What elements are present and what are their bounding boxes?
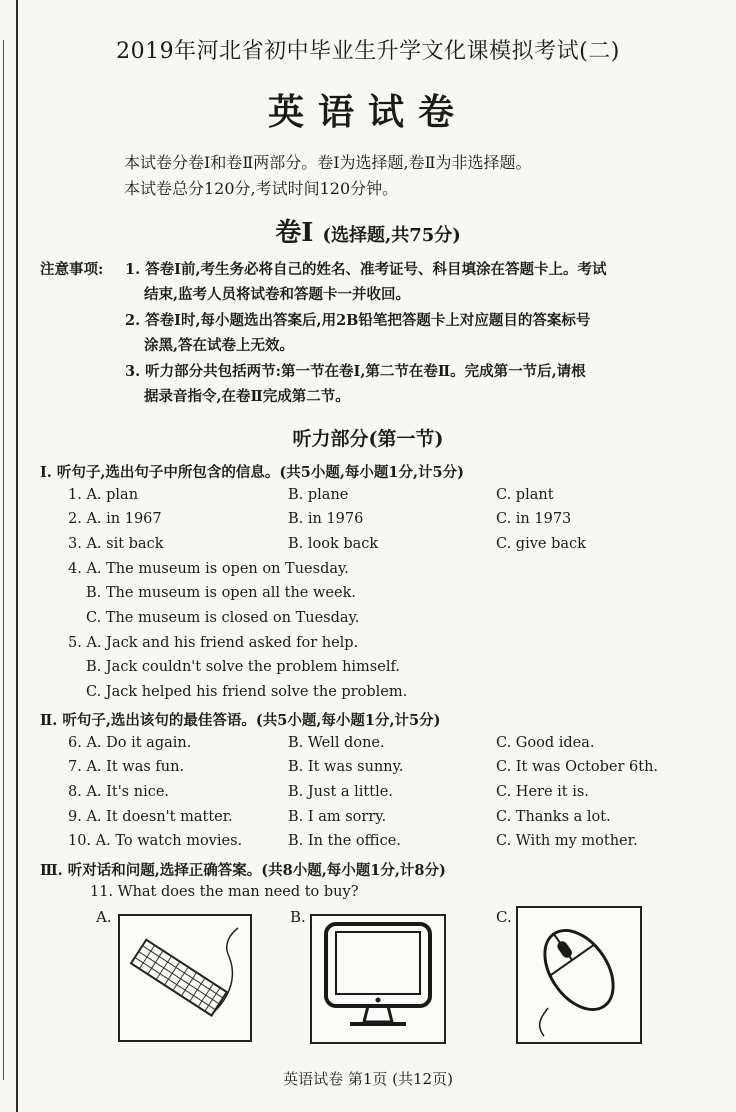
keyboard-image <box>118 914 252 1042</box>
exam-title: 2019年河北省初中毕业生升学文化课模拟考试(二) <box>116 39 620 64</box>
notice-label: 注意事项: <box>40 261 104 278</box>
subject-title: 英语试卷 <box>267 91 468 133</box>
notice-line: 2. 答卷Ⅰ时,每小题选出答案后,用2B铅笔把答题卡上对应题目的答案标号 <box>125 312 591 329</box>
notice-line: 涂黑,答在试卷上无效。 <box>144 337 295 354</box>
option-text: C. It was October 6th. <box>496 759 659 775</box>
option-text: 8. A. It's nice. <box>68 784 170 800</box>
section-heading: 听力部分(第一节) <box>292 428 444 450</box>
option-label-c: C. <box>496 908 512 926</box>
option-label-b: B. <box>290 908 306 926</box>
option-text: 6. A. Do it again. <box>68 735 192 751</box>
option-text: 9. A. It doesn't matter. <box>68 809 233 825</box>
option-text: B. plane <box>288 487 349 503</box>
option-text: B. The museum is open all the week. <box>86 585 356 601</box>
monitor-icon <box>312 916 444 1042</box>
keyboard-icon <box>120 916 250 1040</box>
option-text: B. In the office. <box>288 833 401 849</box>
mouse-icon <box>518 908 640 1042</box>
notice-line: 3. 听力部分共包括两节:第一节在卷Ⅰ,第二节在卷Ⅱ。完成第一节后,请根 <box>125 363 586 380</box>
part1-heading: Ⅰ. 听句子,选出句子中所包含的信息。(共5小题,每小题1分,计5分) <box>40 464 465 481</box>
volume-subtitle: (选择题,共75分) <box>322 225 461 246</box>
notice-line: 1. 答卷Ⅰ前,考生务必将自己的姓名、准考证号、科目填涂在答题卡上。考试 <box>125 261 607 278</box>
option-text: C. Here it is. <box>496 784 589 800</box>
option-text: C. in 1973 <box>496 511 572 527</box>
notice-line: 据录音指令,在卷Ⅱ完成第二节。 <box>144 388 350 405</box>
page-footer: 英语试卷 第1页 (共12页) <box>283 1070 453 1088</box>
option-text: 5. A. Jack and his friend asked for help. <box>68 635 359 651</box>
option-text: B. Just a little. <box>288 784 393 800</box>
option-text: 10. A. To watch movies. <box>68 833 243 849</box>
part2-heading: Ⅱ. 听句子,选出该句的最佳答语。(共5小题,每小题1分,计5分) <box>40 712 441 729</box>
option-text: 2. A. in 1967 <box>68 511 162 527</box>
binding-edge <box>3 40 4 1080</box>
notice-line: 结束,监考人员将试卷和答题卡一并收回。 <box>144 286 411 303</box>
option-text: B. It was sunny. <box>288 759 404 775</box>
option-text: C. Jack helped his friend solve the problem. <box>86 684 408 700</box>
option-text: B. I am sorry. <box>288 809 387 825</box>
option-text: 1. A. plan <box>68 487 139 503</box>
option-text: C. With my mother. <box>496 833 638 849</box>
option-text: B. look back <box>288 536 379 552</box>
mouse-image <box>516 906 642 1044</box>
option-text: C. plant <box>496 487 554 503</box>
option-text: B. Jack couldn't solve the problem himself. <box>86 659 400 675</box>
option-text: C. Good idea. <box>496 735 595 751</box>
intro-line-1: 本试卷分卷Ⅰ和卷Ⅱ两部分。卷Ⅰ为选择题,卷Ⅱ为非选择题。 <box>124 153 532 172</box>
option-text: B. Well done. <box>288 735 385 751</box>
volume-name: 卷Ⅰ <box>275 218 314 248</box>
option-text: 7. A. It was fun. <box>68 759 185 775</box>
option-text: 4. A. The museum is open on Tuesday. <box>68 561 349 577</box>
part3-heading: Ⅲ. 听对话和问题,选择正确答案。(共8小题,每小题1分,计8分) <box>40 862 446 879</box>
intro-line-2: 本试卷总分120分,考试时间120分钟。 <box>124 179 399 198</box>
question-11: 11. What does the man need to buy? <box>90 884 359 900</box>
monitor-image <box>310 914 446 1044</box>
option-text: 3. A. sit back <box>68 536 164 552</box>
option-label-a: A. <box>96 908 112 926</box>
option-text: C. The museum is closed on Tuesday. <box>86 610 360 626</box>
binding-line <box>16 0 18 1112</box>
option-text: C. Thanks a lot. <box>496 809 611 825</box>
volume-title <box>0 212 736 249</box>
option-text: B. in 1976 <box>288 511 364 527</box>
option-text: C. give back <box>496 536 586 552</box>
